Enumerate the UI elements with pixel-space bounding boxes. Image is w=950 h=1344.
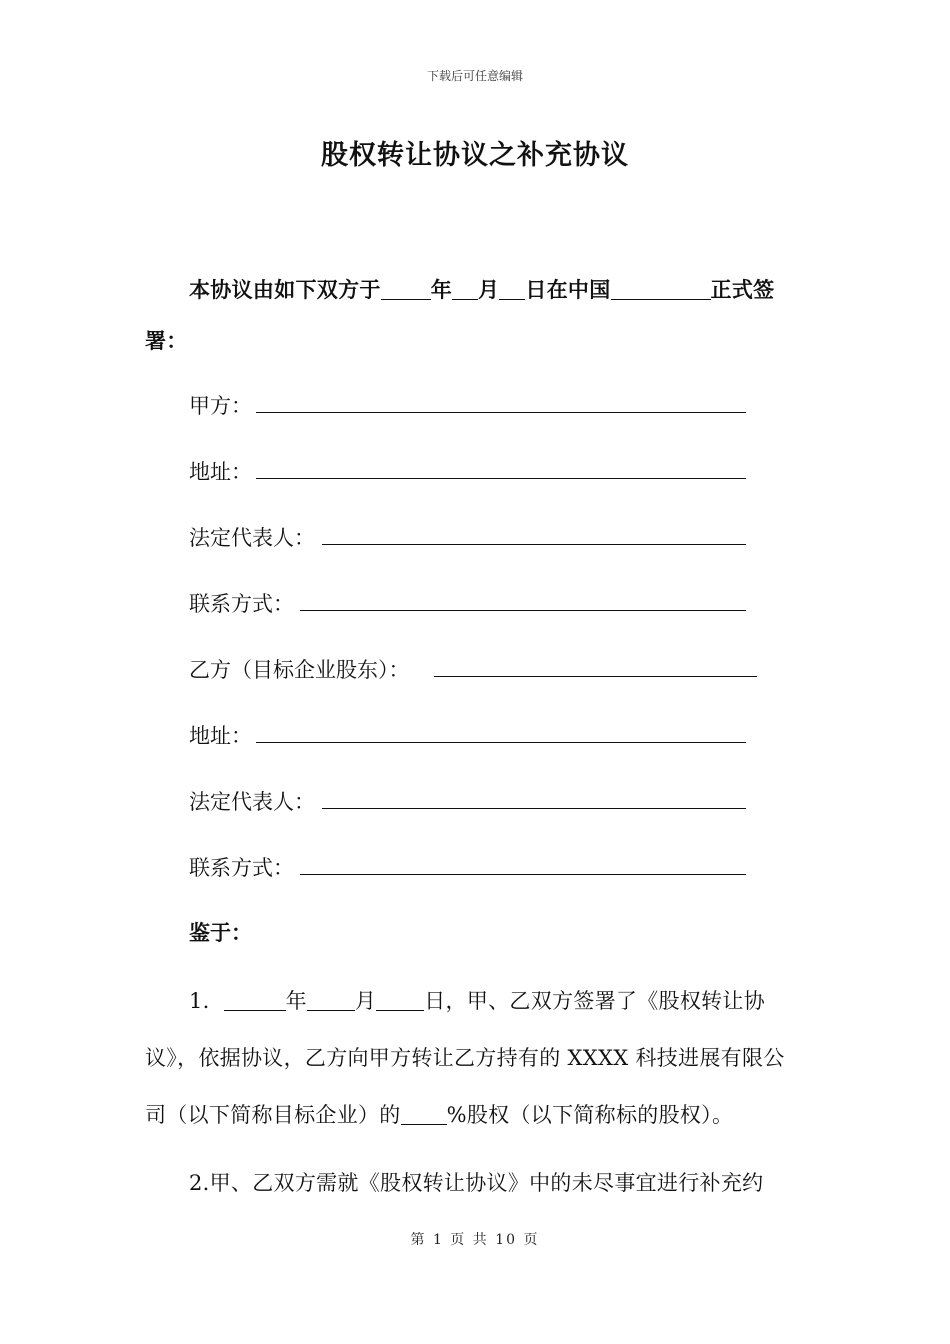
party-a-rep-field[interactable]: [322, 544, 746, 545]
clause1-percent-blank[interactable]: [401, 1102, 447, 1125]
whereas-heading: 鉴于：: [189, 920, 252, 945]
party-b-contact-label: 联系方式：: [189, 856, 294, 880]
party-a-rep-label: 法定代表人：: [189, 526, 315, 550]
clause1-year-blank[interactable]: [224, 988, 286, 1011]
clause1-line-3-rest: %股权（以下简称标的股权）。: [446, 1103, 734, 1127]
intro-line-1: [189, 274, 774, 304]
party-b-address-label: 地址：: [189, 724, 252, 748]
party-b-rep-field[interactable]: [322, 808, 746, 809]
party-a-contact-field[interactable]: [300, 610, 746, 611]
clause1-day-blank[interactable]: [376, 988, 424, 1011]
document-title: 股权转让协议之补充协议: [321, 140, 629, 171]
party-a-address-label: 地址：: [189, 460, 252, 484]
header-note: 下载后可任意编辑: [426, 69, 523, 83]
clause1-line-1: [189, 985, 765, 1015]
party-a-name-field[interactable]: [256, 412, 746, 413]
clause1-year: 年: [285, 989, 307, 1013]
intro-month-blank[interactable]: [452, 277, 478, 300]
party-b-address-field[interactable]: [256, 742, 746, 743]
party-a-name-label: 甲方：: [189, 394, 252, 418]
party-b-contact-field[interactable]: [300, 874, 746, 875]
intro-text: 本协议由如下双方于: [189, 277, 381, 302]
intro-day-blank[interactable]: [499, 277, 525, 300]
party-a-address-field[interactable]: [256, 478, 746, 479]
intro-year: 年: [430, 277, 453, 302]
party-a-contact-label: 联系方式：: [189, 592, 294, 616]
clause2-line-1: 2.甲、乙双方需就《股权转让协议》中的未尽事宜进行补充约: [189, 1171, 764, 1195]
intro-sign: 正式签: [710, 277, 775, 302]
party-b-name-label: 乙方（目标企业股东）：: [189, 658, 410, 682]
intro-year-blank[interactable]: [381, 277, 431, 300]
party-b-rep-label: 法定代表人：: [189, 790, 315, 814]
intro-place-blank[interactable]: [611, 277, 711, 300]
clause1-number: 1.: [189, 989, 210, 1013]
clause1-month-blank[interactable]: [307, 988, 355, 1011]
page-footer: 第 1 页 共 10 页: [410, 1232, 540, 1248]
clause1-day: 日，甲、乙双方签署了《股权转让协: [424, 989, 766, 1013]
intro-line-2: 署：: [145, 328, 188, 353]
clause1-line-2: 议》，依据协议，乙方向甲方转让乙方持有的 XXXX 科技进展有限公: [145, 1046, 785, 1070]
intro-day: 日在中国: [525, 277, 611, 302]
intro-month: 月: [478, 277, 500, 302]
clause1-line-3-text: 司（以下简称目标企业）的: [145, 1103, 401, 1127]
party-b-name-field[interactable]: [434, 676, 757, 677]
clause1-month: 月: [354, 989, 377, 1013]
clause1-line-3: [145, 1099, 733, 1129]
